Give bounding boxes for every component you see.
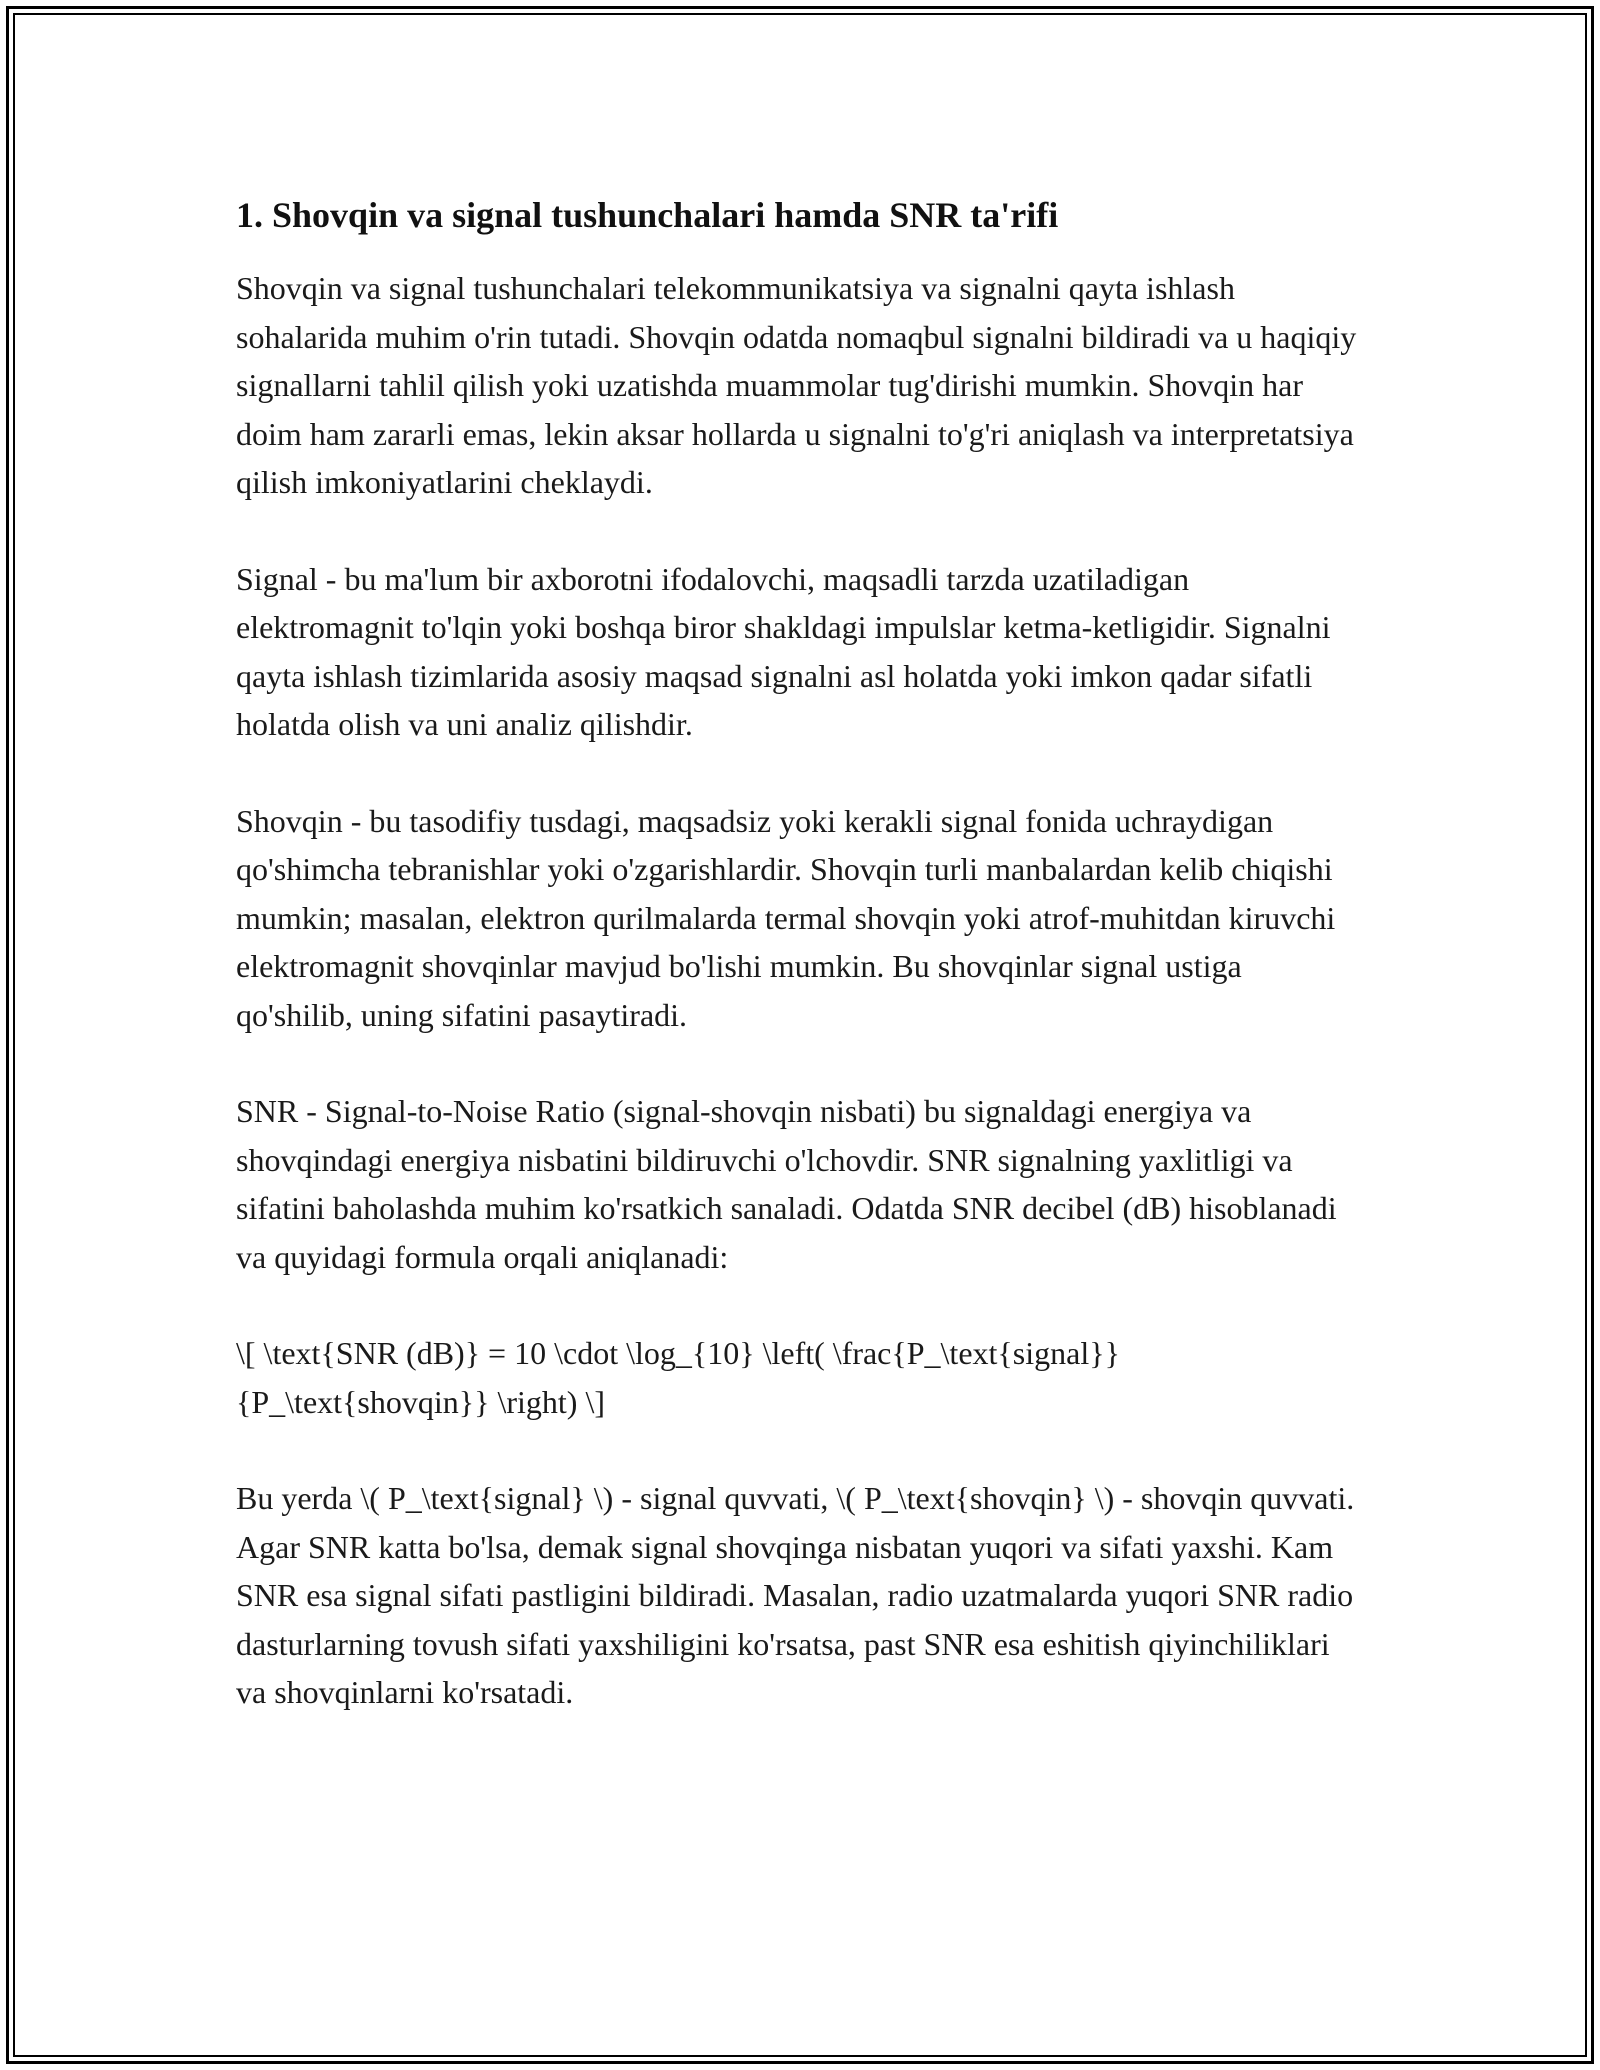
noise-definition-paragraph: Shovqin - bu tasodifiy tusdagi, maqsadsiz yoki kerakli signal fonida uchraydigan qo'shimcha tebranishlar yoki o'zgarishlardir. Shovqin turli manbalardan kelib chiqishi mumkin; masalan, elektron qurilmalarda termal shovqin yoki atrof-muhitdan kiruvchi elektromagnit shovqinlar mavjud bo'lishi mumkin. Bu shovqinlar signal ustiga qo'shilib, uning sifatini pasaytiradi. [236,802,1336,1033]
document-body [236,188,1366,1765]
snr-formula: \[ \text{SNR (dB)} = 10 \cdot \log_{10} \left( \frac{P_\text{signal}}{P_\text{shovqin}} \right) \] [236,1335,1120,1420]
intro-paragraph: Shovqin va signal tushunchalari telekommunikatsiya va signalni qayta ishlash sohalarida muhim o'rin tutadi. Shovqin odatda nomaqbul signalni bildiradi va u haqiqiy signallarni tahlil qilish yoki uzatishda muammolar tug'dirishi mumkin. Shovqin har doim ham zararli emas, lekin aksar hollarda u signalni to'g'ri aniqlash va interpretatsiya qilish imkoniyatlarini cheklaydi. [236,270,1357,500]
snr-definition-paragraph: SNR - Signal-to-Noise Ratio (signal-shovqin nisbati) bu signaldagi energiya va shovqindagi energiya nisbatini bildiruvchi o'lchovdir. SNR signalning yaxlitligi va sifatini baholashda muhim ko'rsatkich sanaladi. Odatda SNR decibel (dB) hisoblanadi va quyidagi formula orqali aniqlanadi: [236,1093,1337,1275]
signal-definition-paragraph: Signal - bu ma'lum bir axborotni ifodalovchi, maqsadli tarzda uzatiladigan elektromagnit to'lqin yoki boshqa biror shakldagi impulslar ketma-ketligidir. Signalni qayta ishlash tizimlarida asosiy maqsad signalni asl holatda yoki imkon qadar sifatli holatda olish va uni analiz qilishdir. [236,560,1331,742]
explanation-paragraph: Bu yerda \( P_\text{signal} \) - signal quvvati, \( P_\text{shovqin} \) - shovqin quvvati. Agar SNR katta bo'lsa, demak signal shovqinga nisbatan yuqori va sifati yaxshi. Kam SNR esa signal sifati pastligini bildiradi. Masalan, radio uzatmalarda yuqori SNR radio dasturlarning tovush sifati yaxshiligini ko'rsatsa, past SNR esa eshitish qiyinchiliklari va shovqinlarni ko'rsatadi. [236,1480,1355,1710]
section-heading: 1. Shovqin va signal tushunchalari hamda SNR ta'rifi [236,195,1059,235]
